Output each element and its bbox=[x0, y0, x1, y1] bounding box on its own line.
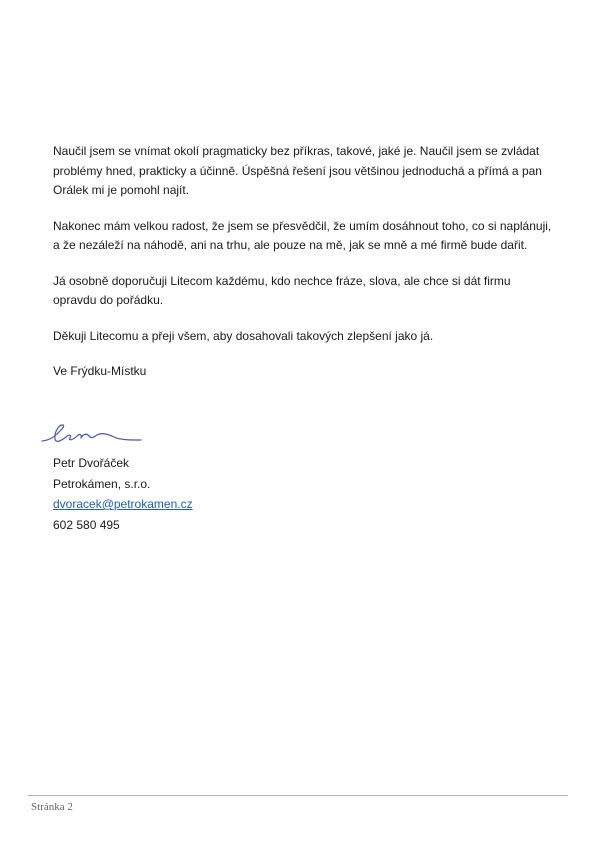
footer-divider bbox=[28, 795, 568, 796]
paragraph-pragmatism: Naučil jsem se vnímat okolí pragmaticky bez příkras, takové, jaké je. Naučil jsem se zvládat problémy hned, prakticky a účinně. Úspěšná řešení jsou většinou jednoduchá a přímá a pan Orálek mi je pomohl najít. bbox=[53, 144, 542, 197]
contact-company: Petrokámen, s.r.o. bbox=[53, 476, 151, 491]
handwritten-signature bbox=[40, 419, 144, 449]
paragraph-satisfaction: Nakonec mám velkou radost, že jsem se přesvědčil, že umím dosáhnout toho, co si naplánuji, a že nezáleží na náhodě, ani na trhu, ale pouze na mě, jak se mně a mé firmě bude dařit. bbox=[53, 218, 552, 252]
paragraph-thanks: Děkuji Litecomu a přeji všem, aby dosahovali takových zlepšení jako já. bbox=[53, 328, 434, 343]
paragraph-recommendation: Já osobně doporučuji Litecom každému, kdo nechce fráze, slova, ale chce si dát firmu opravdu do pořádku. bbox=[53, 273, 511, 307]
sign-off-place: Ve Frýdku-Místku bbox=[53, 364, 147, 378]
contact-block bbox=[53, 453, 193, 535]
page-number: Stránka 2 bbox=[31, 801, 73, 813]
contact-name: Petr Dvořáček bbox=[53, 456, 130, 470]
email-link[interactable]: dvoracek@petrokamen.cz bbox=[53, 497, 193, 511]
letter-body bbox=[53, 142, 553, 382]
contact-phone: 602 580 495 bbox=[53, 517, 120, 532]
